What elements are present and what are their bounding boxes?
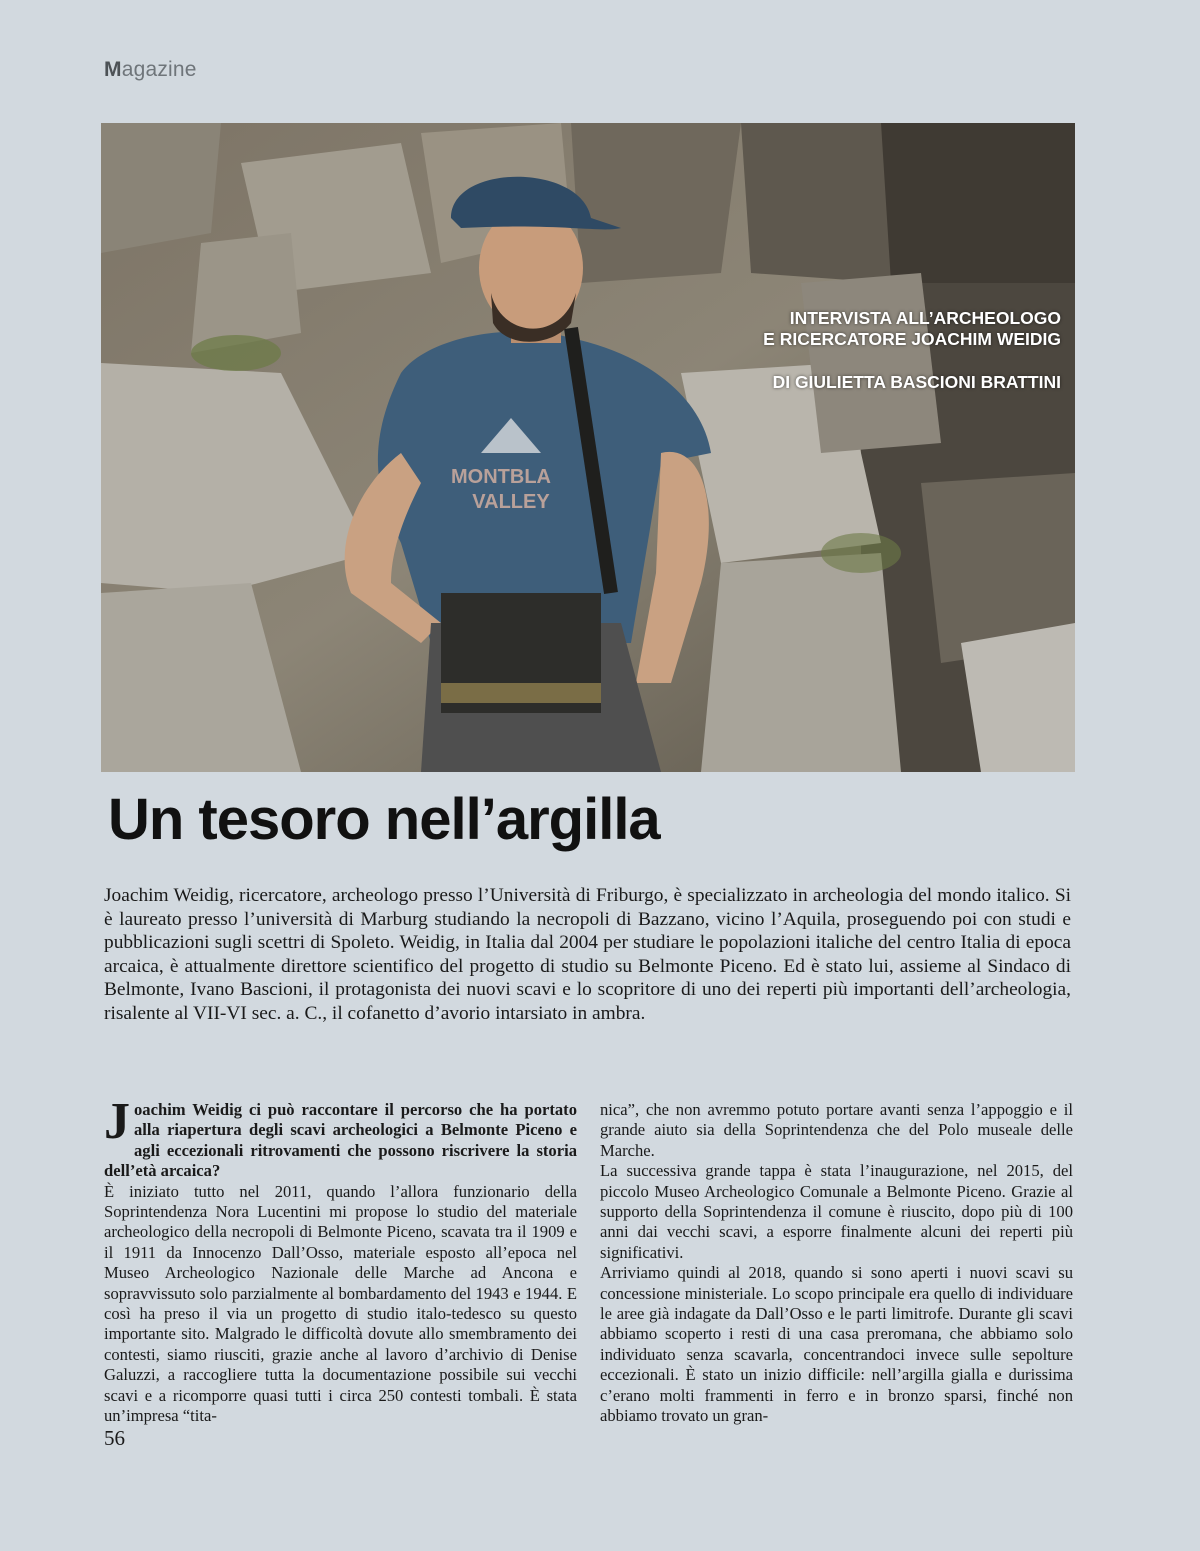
section-label <box>104 58 197 82</box>
caption-line-2: E RICERCATORE JOACHIM WEIDIG <box>763 329 1061 349</box>
page-number: 56 <box>104 1426 125 1450</box>
drop-cap: J <box>104 1093 130 1150</box>
shirt-text-2: VALLEY <box>472 491 550 513</box>
hero-photo <box>101 123 1075 772</box>
article-column-left <box>104 1093 577 1427</box>
caption-line-1: INTERVISTA ALL’ARCHEOLOGO <box>789 308 1061 328</box>
answer-paragraph-2: nica”, che non avremmo potuto portare avanti senza l’appoggio e il grande aiuto sia della Soprintendenza che del Polo museale delle Marche. <box>600 1100 1073 1160</box>
answer-paragraph-1: È iniziato tutto nel 2011, quando l’allora funzionario della Soprintendenza Nora Lucentini mi propose lo studio del materiale archeologico della necropoli di Belmonte Piceno, scavata tra il 1909 e il 1911 da Innocenzo Dall’Osso, materiale esposto all’epoca nel Museo Archeologico Nazionale delle Marche ad Ancona e sopravvissuto solo parzialmente al bombardamento del 1943 e 1944. E così ha preso il via un progetto di studio italo-tedesco su questo importante sito. Malgrado le difficoltà dovute allo smembramento dei contesti, siamo riusciti, grazie anche al lavoro d’archivio di Denise Galuzzi, a raccogliere tutta la documentazione possibile sui vecchi scavi e a ricomporre quasi tutti i circa 250 contesti tombali. È stata un’impresa “tita- <box>104 1181 577 1426</box>
section-label-initial: M <box>104 58 122 81</box>
photo-caption <box>763 308 1061 393</box>
headline: Un tesoro nell’argilla <box>108 787 660 852</box>
byline: DI GIULIETTA BASCIONI BRATTINI <box>772 372 1061 392</box>
article-column-right <box>600 1100 1073 1427</box>
shirt-text-1: MONTBLA <box>451 466 551 488</box>
answer-paragraph-4: Arriviamo quindi al 2018, quando si sono aperti i nuovi scavi su concessione ministeriale. Lo scopo principale era quello di individuare le aree già indagate da Dall’Osso e le parti limitrofe. Durante gli scavi abbiamo scoperto i resti di una casa preromana, che abbiamo solo individuato senza scavarla, concentrandoci invece sulle sepolture eccezionali. È stato un inizio difficile: nell’argilla gialla e durissima c’erano molti frammenti in ferro e in bronzo sparsi, finché non abbiamo trovato un gran- <box>600 1263 1073 1426</box>
question-text: oachim Weidig ci può raccontare il percorso che ha portato alla riapertura degli scavi archeologici a Belmonte Piceno e agli eccezionali ritrovamenti che possono riscrivere la storia dell’età arcaica? <box>104 1100 577 1181</box>
lead-paragraph: Joachim Weidig, ricercatore, archeologo presso l’Università di Friburgo, è specializzato in archeologia del mondo italico. Si è laureato presso l’università di Marburg studiando la necropoli di Bazzano, vicino l’Aquila, proseguendo poi con studi e pubblicazioni sugli scettri di Spoleto. Weidig, in Italia dal 2004 per studiare le popolazioni italiche del centro Italia di epoca arcaica, è attualmente direttore scientifico del progetto di studio su Belmonte Piceno. Ed è stato lui, assieme al Sindaco di Belmonte, Ivano Bascioni, il protagonista dei nuovi scavi e lo scopritore di uno dei reperti più importanti dell’archeologia, risalente al VII-VI sec. a. C., il cofanetto d’avorio intarsiato in ambra. <box>104 885 1071 1024</box>
answer-paragraph-3: La successiva grande tappa è stata l’inaugurazione, nel 2015, del piccolo Museo Archeologico Comunale a Belmonte Piceno. Grazie al supporto della Soprintendenza il comune è riuscito, dopo più di 100 anni dai vecchi scavi, a esporre finalmente alcuni dei reperti più significativi. <box>600 1161 1073 1262</box>
section-label-rest: agazine <box>121 58 197 81</box>
interview-question <box>104 1093 577 1182</box>
hero-photo-illustration <box>101 123 1075 772</box>
